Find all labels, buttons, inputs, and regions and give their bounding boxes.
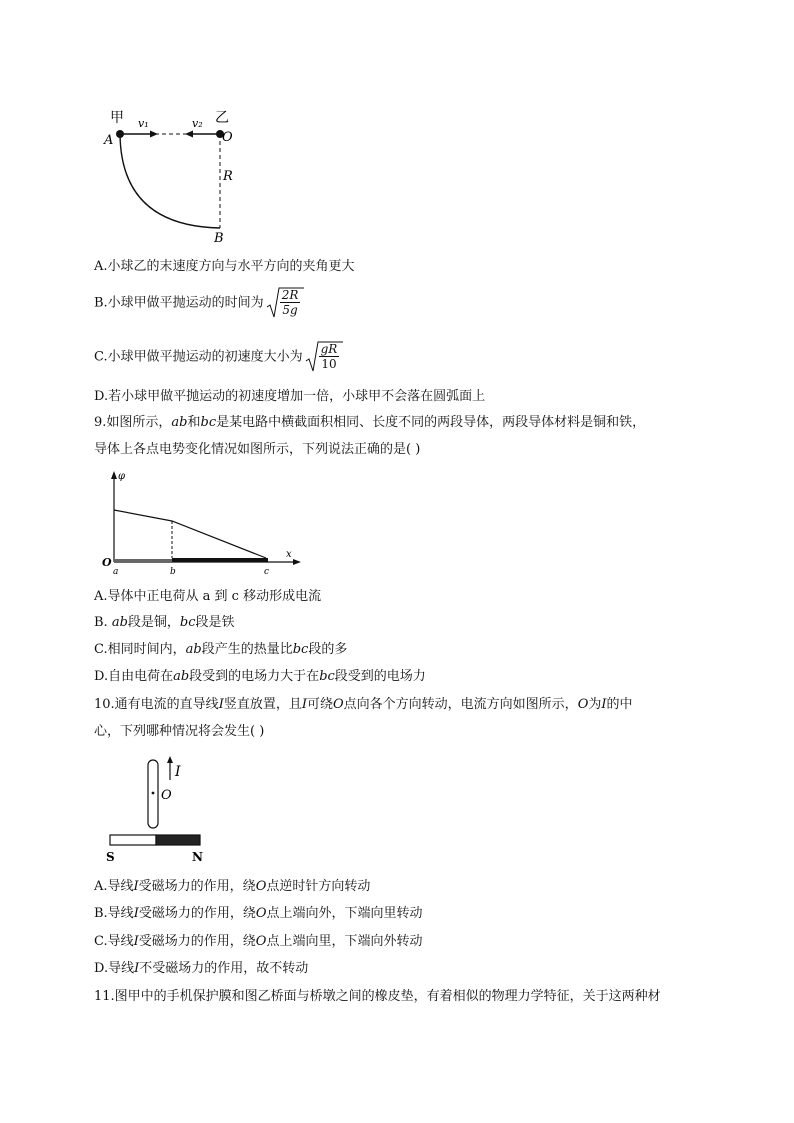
q10-stem-line2: 心，下列哪种情况将会发生( ) [94,724,265,739]
q9-option-a: A.导体中正电荷从 a 到 c 移动形成电流 [94,589,322,604]
q8-option-c [94,340,343,374]
potential-line [114,510,266,558]
label-yi: 乙 [215,110,229,126]
conductor-bc [172,558,268,562]
current-arrow-head [167,756,173,763]
q9-stem-line2: 导体上各点电势变化情况如图所示，下列说法正确的是( ) [94,442,421,457]
figure-wire-magnet [106,756,216,866]
v1-arrow-head [150,131,158,138]
magnet-N-half [156,835,200,845]
axis-phi-label: φ [118,471,126,482]
q9-option-b: B. ab段是铜，bc段是铁 [94,615,235,630]
q9-option-d: D.自由电荷在ab段受到的电场力大于在bc段受到的电场力 [94,669,426,684]
sqrt-gR-over-10 [305,340,343,374]
sqrt-2R-over-5g [266,286,304,320]
frac-num-2R: 2R [281,288,299,302]
label-O: O [161,788,172,803]
q10-stem-line1: 10.通有电流的直导线I竖直放置，且I可绕O点向各个方向转动，电流方向如图所示，O为I的中 [94,697,633,712]
frac-den-5g: 5g [282,303,298,317]
label-v1: v₁ [138,117,149,130]
x-axis-arrow [293,559,301,565]
label-A: A [104,133,114,148]
conductor-ab [114,559,172,562]
y-axis-arrow [111,471,117,479]
label-B: B [214,231,224,246]
ball-jia [116,130,124,138]
label-R: R [223,169,233,184]
q8-option-b-text: B.小球甲做平抛运动的时间为 [94,295,264,311]
q8-option-c-text: C.小球甲做平抛运动的初速度大小为 [94,349,303,365]
q8-option-a: A.小球乙的末速度方向与水平方向的夹角更大 [94,259,355,274]
arc-AB [120,134,220,228]
figure-potential-graph [100,466,310,578]
label-N: N [192,850,203,864]
label-S: S [106,850,115,864]
label-O: O [222,130,233,145]
label-v2: v₂ [192,117,203,130]
q10-option-d: D.导线I不受磁场力的作用，故不转动 [94,961,309,976]
point-c-label: c [264,567,270,577]
v2-arrow-head [185,131,193,138]
q10-option-a: A.导线I受磁场力的作用，绕O点逆时针方向转动 [94,879,371,894]
q11-stem-line1: 11.图甲中的手机保护膜和图乙桥面与桥墩之间的橡皮垫，有着相似的物理力学特征，关于这两种材 [94,989,661,1004]
q8-option-d: D.若小球甲做平抛运动的初速度增加一倍，小球甲不会落在圆弧面上 [94,389,486,404]
label-I: I [175,764,181,780]
q10-option-b: B.导线I受磁场力的作用，绕O点上端向外，下端向里转动 [94,906,423,921]
frac-num-gR: gR [320,342,338,356]
q8-option-b [94,286,304,320]
origin-label: O [102,556,112,569]
axis-x-label: x [286,549,292,560]
point-a-label: a [113,567,119,577]
magnet-S-half [110,835,156,845]
point-b-label: b [170,567,176,577]
center-O-dot [152,792,155,795]
figure-projectile-arc [96,108,246,248]
q10-option-c: C.导线I受磁场力的作用，绕O点上端向里，下端向外转动 [94,934,423,949]
frac-den-10: 10 [321,357,337,371]
q9-option-c: C.相同时间内，ab段产生的热量比bc段的多 [94,642,348,657]
q9-stem-line1: 9.如图所示，ab和bc是某电路中横截面积相同、长度不同的两段导体，两段导体材料是铜和铁， [94,415,646,430]
label-jia: 甲 [110,110,124,126]
